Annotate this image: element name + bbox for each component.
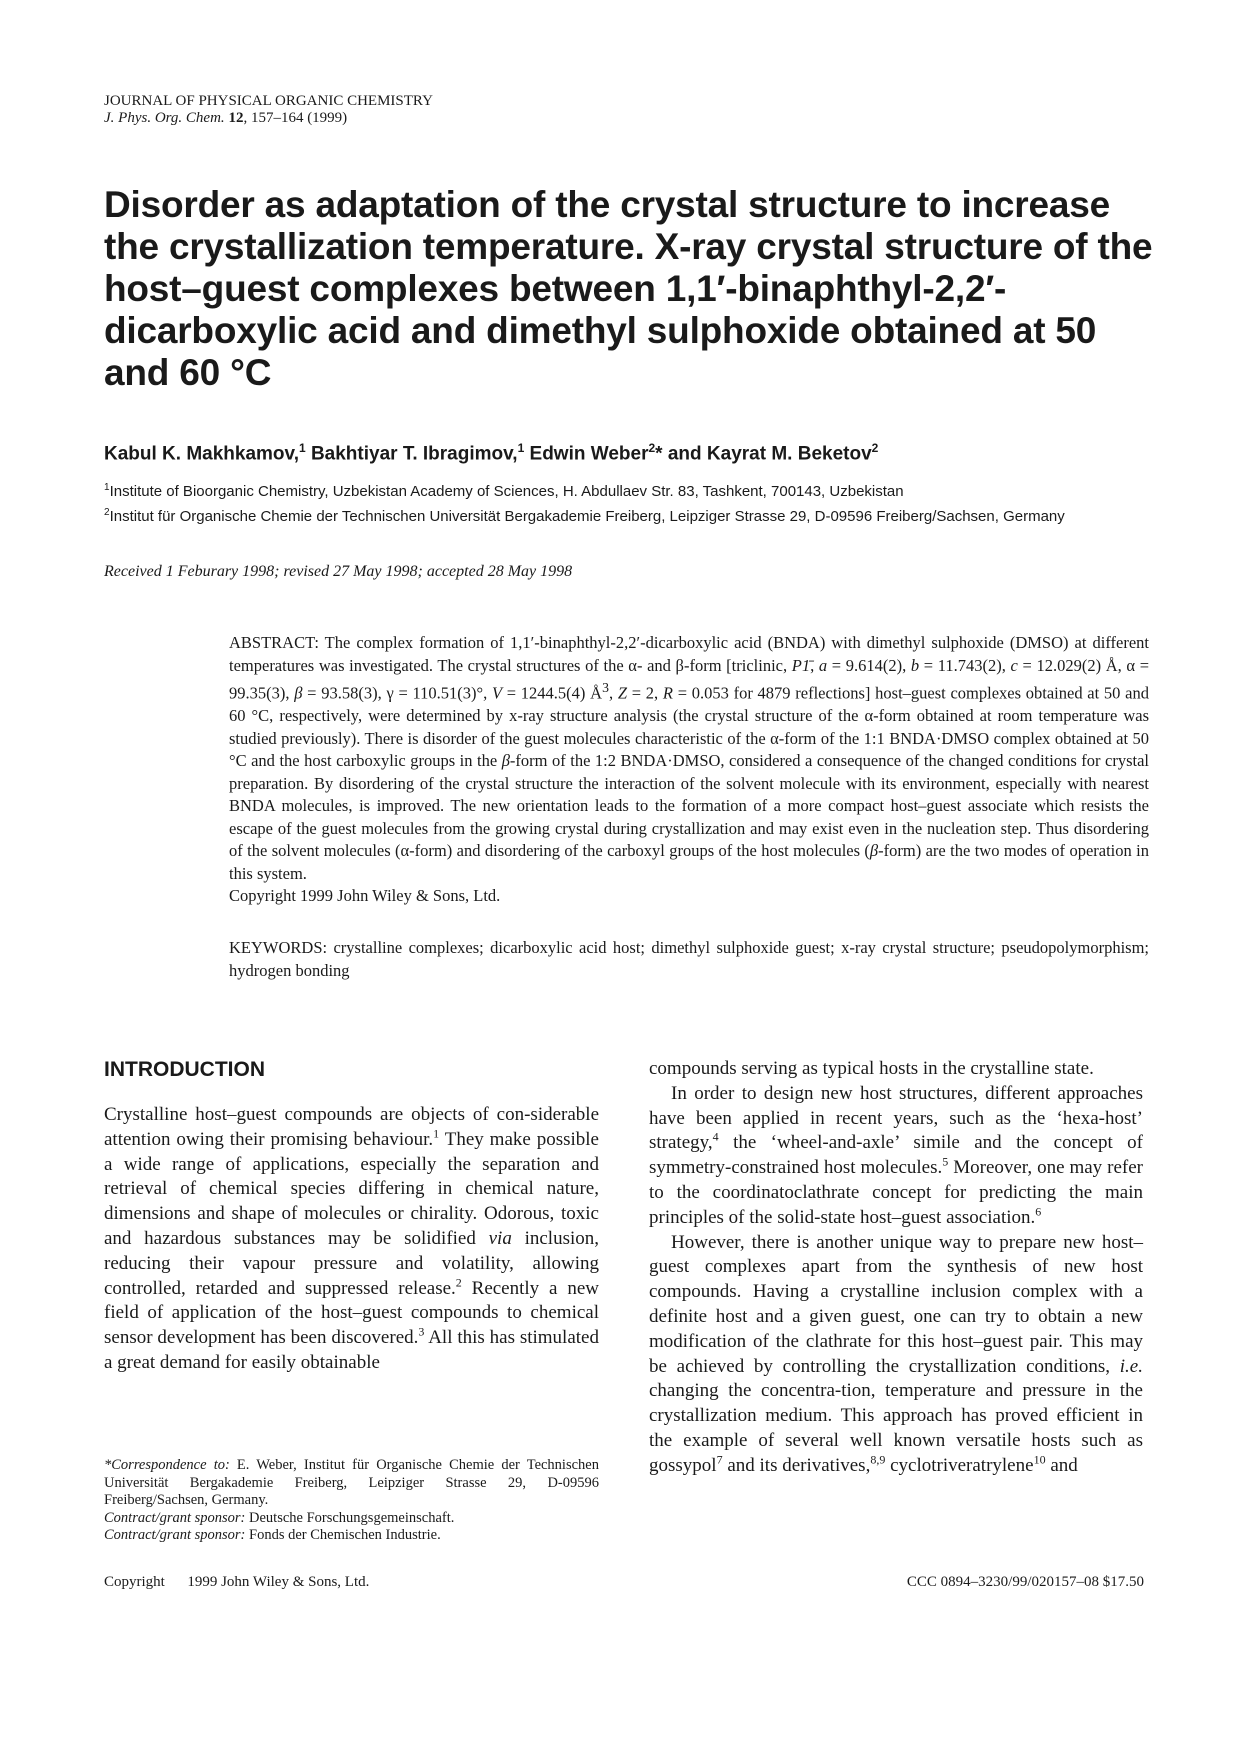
abstract-text: , [810, 655, 819, 675]
body-text: compounds serving as typical hosts in the crystalline state. [649, 1058, 1094, 1079]
body-text: and [1045, 1454, 1078, 1476]
body-text: the ‘wheel-and-axle’ simile and the concept of symmetry-constrained host molecules. [649, 1132, 1143, 1179]
body-paragraph [649, 1082, 1143, 1231]
citation-pages: , 157–164 (1999) [243, 110, 348, 126]
footnote-text: Deutsche Forschungsgemeinschaft. [245, 1509, 455, 1526]
reference-mark: 7 [716, 1452, 723, 1467]
reference-mark: 5 [942, 1154, 949, 1169]
cell-exponent: 3 [602, 680, 609, 695]
author-name: Edwin Weber [529, 443, 649, 465]
author-list [104, 441, 878, 465]
author-affil-mark: 1 [298, 441, 306, 455]
journal-citation [104, 110, 433, 127]
footnote-label: Contract/grant sponsor: [104, 1527, 246, 1544]
cell-value: = 12.029(2) Å, α = 99.35(3), [229, 655, 1150, 703]
reference-mark: 3 [418, 1324, 425, 1339]
cell-value: = 93.58(3), γ = 110.51(3)°, [302, 683, 492, 703]
body-text: All this has stimulated a great demand for easily obtainable [104, 1327, 599, 1373]
body-paragraph [649, 1231, 1143, 1479]
footnote-text: E. Weber, Institut für Organische Chemie der Technischen Universität Bergakademie Freiberg, Leipziger Strasse 29, D-09596 Freiberg/Sachsen, Germany. [104, 1457, 599, 1509]
body-text: Moreover, one may refer to the coordinatoclathrate concept for predicting the main principles of the solid-state host–guest association. [649, 1157, 1143, 1228]
abstract-text: -form of the 1:2 BNDA·DMSO, considered a consequence of the changed conditions for crystal preparation. By disordering of the crystal structure the interaction of the solvent molecule with its environment, especially with nearest BNDA molecules, is improved. The new orientation leads to the formation of a more compact host–guest associate which resists the escape of the guest molecules from the growing crystal during crystallization and may exist even in the nucleation step. Thus disordering of the solvent molecules (α-form) and disordering of the carboxyl groups of the host molecules ( [229, 751, 1150, 860]
author-name: Kayrat M. Beketov [706, 443, 872, 465]
form-symbol: β [501, 751, 510, 770]
reference-mark: 8,9 [870, 1452, 886, 1467]
body-text: In order to design new host structures, different approaches have been applied in recent years, such as the ‘hexa-host’ strategy, [649, 1082, 1143, 1154]
reference-mark: 1 [433, 1126, 440, 1141]
reference-mark: 6 [1035, 1204, 1042, 1219]
body-text: However, there is another unique way to prepare new host–guest complexes apart from the synthesis of new host compounds. Having a crystalline inclusion complex with a definite host and a given guest, one can try to obtain a new modification of the clathrate for this host–guest pair. This may be achieved by controlling the crystallization conditions, [649, 1231, 1143, 1377]
affiliation-text: Institut für Organische Chemie der Technischen Universität Bergakademie Freiberg, Leipziger Strasse 29, D-09596 Freiberg/Sachsen, Germany [109, 508, 1065, 525]
cell-value: = 2, [627, 683, 663, 703]
footnote-text: Fonds der Chemischen Industrie. [245, 1527, 441, 1544]
body-text: and its derivatives, [722, 1454, 871, 1476]
body-text: cyclotriveratrylene [885, 1454, 1034, 1476]
cell-value: = 9.614(2), [827, 655, 911, 675]
cell-symbol: V [491, 683, 503, 703]
body-text: changing the concentra-tion, temperature and pressure in the crystallization medium. This approach has proved efficient in the example of several well known versatile hosts such as gossypol [649, 1380, 1143, 1476]
corresponding-mark: * [655, 443, 663, 465]
body-text: They make possible a wide range of applications, especially the separation and retrieval of chemical species differing in chemical nature, dimensions and shape of molecules or chirality. Odorous, toxic and hazardous substances may be solidified [104, 1128, 599, 1249]
body-paragraph [649, 1057, 1143, 1082]
received-dates: Received 1 Feburary 1998; revised 27 May 1998; accepted 28 May 1998 [104, 563, 573, 580]
right-column [649, 1057, 1143, 1479]
form-symbol: β [869, 841, 879, 860]
section-heading: INTRODUCTION [104, 1058, 265, 1081]
abstract-text: = 0.053 for 4879 reflections] host–guest complexes obtained at 50 and 60 °C, respectively, were determined by x-ray structure analysis (the crystal structure of the α-form obtained at room temperature was studied previously). There is disorder of the guest molecules characteristic of the α-form of the 1:1 BNDA·DMSO complex obtained at 50 °C and the host carboxylic groups in the [229, 683, 1149, 770]
cell-symbol: Z [617, 683, 627, 703]
journal-header [104, 93, 433, 127]
footnote-label: *Correspondence to: [104, 1457, 230, 1473]
space-group: P1̄ [791, 655, 811, 675]
author-name: Kabul K. Makhkamov, [104, 443, 299, 465]
body-text: Crystalline host–guest compounds are objects of con-siderable attention owing their promising behaviour. [104, 1104, 599, 1150]
sponsor-note [104, 1510, 599, 1528]
affiliation-text: Institute of Bioorganic Chemistry, Uzbekistan Academy of Sciences, H. Abdullaev Str. 83, Tashkent, 700143, Uzbekistan [109, 483, 904, 500]
reference-mark: 10 [1033, 1452, 1046, 1467]
abstract [229, 632, 1149, 908]
body-emphasis: i.e. [1119, 1355, 1143, 1377]
citation-abbrev: J. Phys. Org. Chem. [104, 110, 225, 126]
author-affil-mark: 1 [517, 441, 525, 455]
abstract-text: , [608, 683, 618, 703]
cell-symbol: β [294, 683, 303, 703]
citation-volume: 12 [228, 110, 244, 126]
abstract-text: -form) are the two modes of operation in this system. [229, 841, 1149, 883]
author-affil-mark: 2 [871, 441, 879, 455]
body-paragraph [104, 1103, 599, 1376]
article-title: Disorder as adaptation of the crystal structure to increase the crystallization temperature. X-ray crystal structure of the host–guest complexes between 1,1′-binaphthyl-2,2′-dicarboxylic acid and dimethyl sulphoxide obtained at 50 and 60 °C [104, 184, 1153, 393]
cell-symbol: b [910, 655, 920, 675]
author-name: Bakhtiyar T. Ibragimov, [310, 443, 518, 465]
correspondence-note [104, 1457, 599, 1510]
footer-ccc: CCC 0894–3230/99/020157–08 $17.50 [906, 1574, 1144, 1590]
body-text: Recently a new field of application of the host–guest compounds to chemical sensor development has been discovered. [104, 1277, 599, 1349]
affiliation-number: 1 [104, 482, 110, 493]
footnote-label: Contract/grant sponsor: [104, 1509, 246, 1526]
body-emphasis: via [488, 1227, 512, 1249]
footer-copyright: Copyright 1999 John Wiley & Sons, Ltd. [104, 1574, 370, 1590]
abstract-text: ABSTRACT: The complex formation of 1,1′-binaphthyl-2,2′-dicarboxylic acid (BNDA) with dimethyl sulphoxide (DMSO) at different temperatures was investigated. The crystal structures of the α- and β-form [triclinic, [229, 633, 1149, 675]
affiliation-number: 2 [104, 507, 110, 518]
author-connector: and [667, 443, 702, 465]
cell-symbol: R [662, 683, 673, 703]
cell-symbol: a [818, 655, 828, 675]
affiliation [104, 477, 1164, 502]
body-text: inclusion, reducing their vapour pressure and volatility, allowing controlled, retarded and suppressed release. [104, 1227, 599, 1299]
reference-mark: 2 [455, 1275, 462, 1290]
author-affil-mark: 2 [648, 441, 656, 455]
cell-symbol: c [1010, 655, 1018, 675]
affiliations [104, 477, 1164, 527]
cell-value: = 1244.5(4) Å [502, 683, 603, 703]
journal-name: JOURNAL OF PHYSICAL ORGANIC CHEMISTRY [104, 93, 433, 109]
sponsor-note [104, 1527, 599, 1545]
reference-mark: 4 [712, 1130, 719, 1145]
abstract-copyright: Copyright 1999 John Wiley & Sons, Ltd. [229, 886, 501, 905]
cell-value: = 11.743(2), [919, 655, 1011, 675]
footnote [104, 1457, 599, 1545]
keywords: KEYWORDS: crystalline complexes; dicarboxylic acid host; dimethyl sulphoxide guest; x-ray crystal structure; pseudopolymorphism; hydrogen bonding [229, 938, 1149, 980]
affiliation [104, 502, 1164, 527]
